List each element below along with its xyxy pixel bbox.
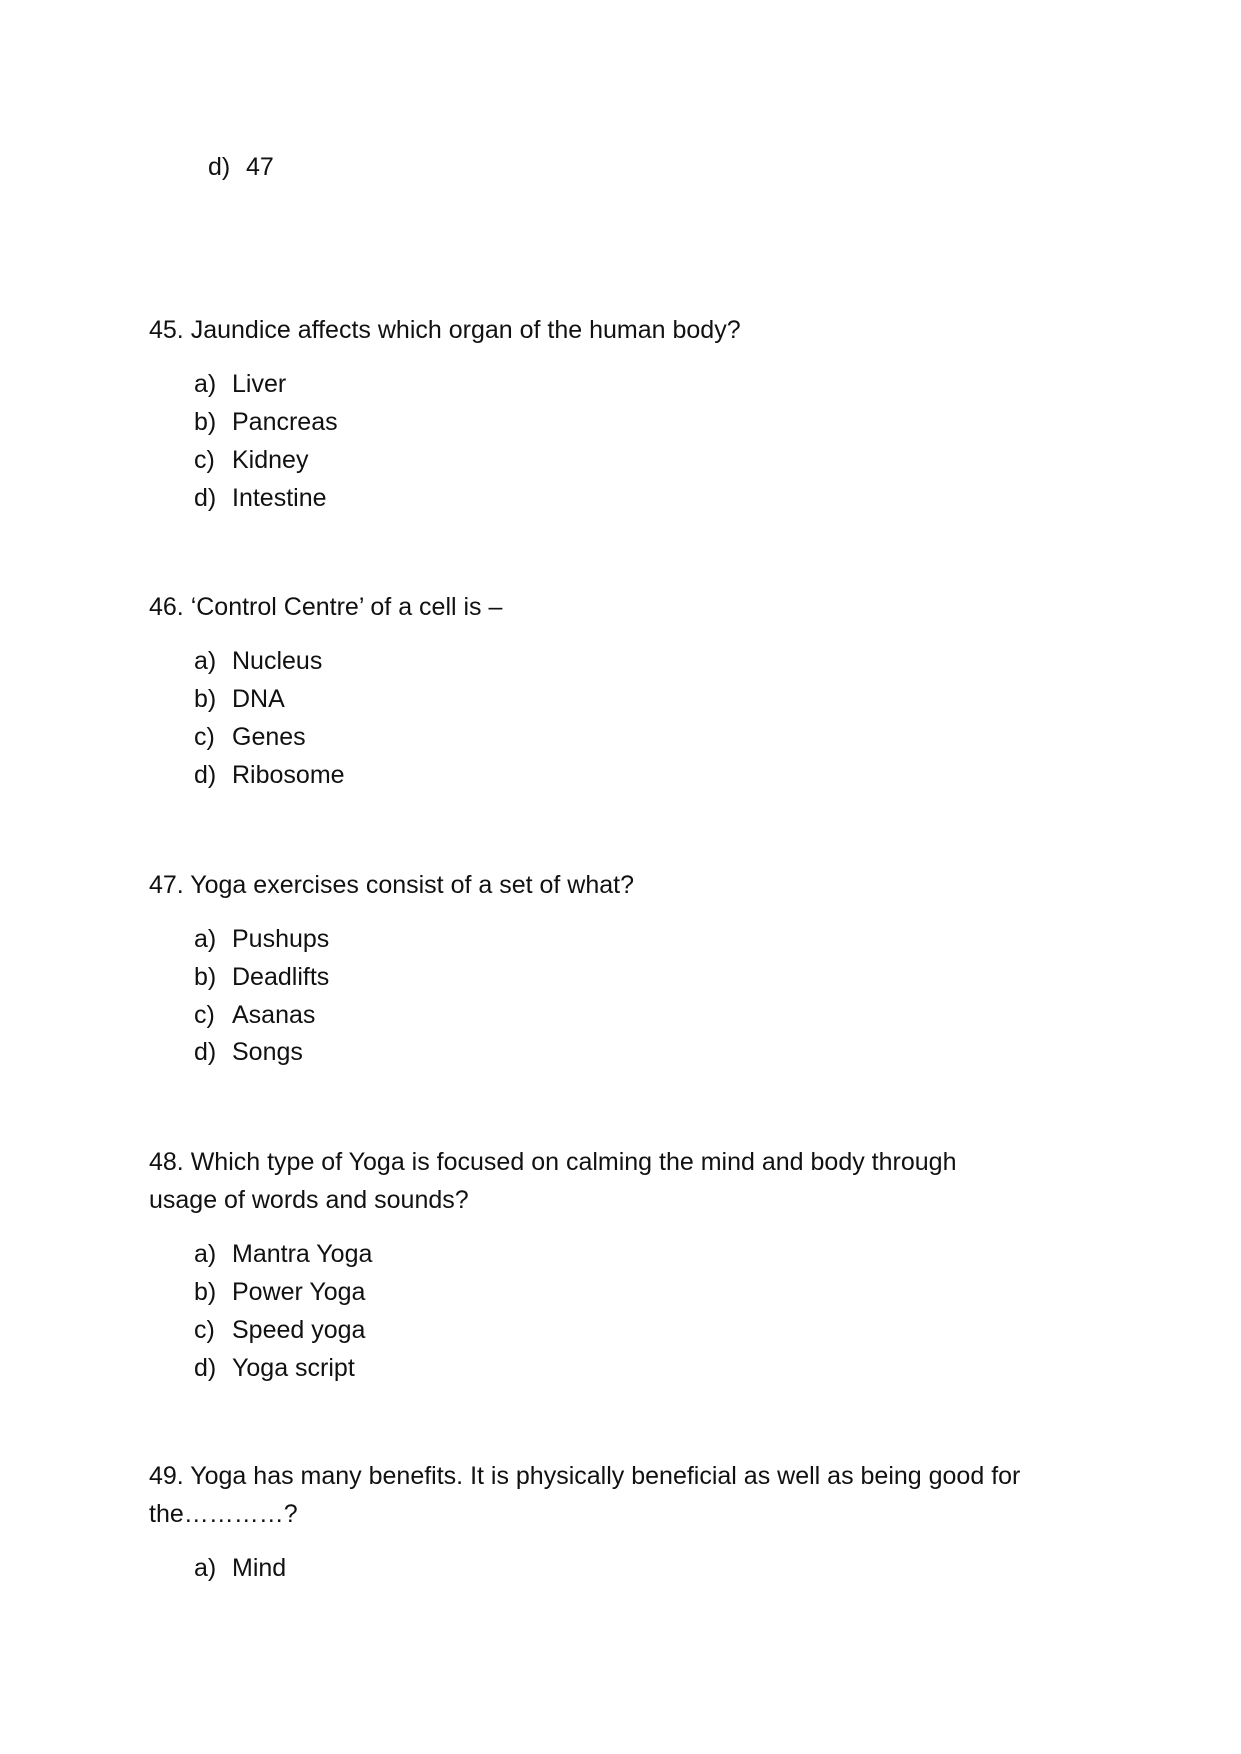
option-letter: a) — [194, 370, 217, 398]
option-letter: c) — [194, 1001, 215, 1029]
option-text: Kidney — [232, 446, 309, 474]
option-47-a — [194, 923, 329, 955]
option-46-d — [194, 759, 345, 791]
option-letter: d) — [194, 1038, 217, 1066]
option-46-b — [194, 683, 285, 715]
option-48-b — [194, 1276, 365, 1308]
question-45: 45. Jaundice affects which organ of the human body? — [149, 316, 741, 344]
option-text: Mantra Yoga — [232, 1240, 373, 1268]
option-text: Mind — [232, 1554, 287, 1582]
option-text: Liver — [232, 370, 287, 398]
option-letter: d) — [194, 761, 217, 789]
option-letter: c) — [194, 1316, 215, 1344]
option-letter: d) — [194, 484, 217, 512]
option-text: Genes — [232, 723, 306, 751]
question-47: 47. Yoga exercises consist of a set of what? — [149, 871, 635, 899]
question-49-line-2: the…………? — [149, 1500, 298, 1528]
question-49-line-1: 49. Yoga has many benefits. It is physically beneficial as well as being good for — [149, 1462, 1021, 1490]
option-48-a — [194, 1238, 372, 1270]
option-letter: a) — [194, 1240, 217, 1268]
option-44-d — [208, 151, 274, 183]
option-text: Power Yoga — [232, 1278, 366, 1306]
option-letter: a) — [194, 925, 217, 953]
option-letter: c) — [194, 446, 215, 474]
option-letter: c) — [194, 723, 215, 751]
option-text: Intestine — [232, 484, 327, 512]
option-47-c — [194, 999, 315, 1031]
option-letter: b) — [194, 963, 217, 991]
option-text: Yoga script — [232, 1354, 355, 1382]
option-text: Pancreas — [232, 408, 338, 436]
option-letter: b) — [194, 685, 217, 713]
option-text: Deadlifts — [232, 963, 330, 991]
option-letter: b) — [194, 1278, 217, 1306]
option-text: Pushups — [232, 925, 330, 953]
option-48-d — [194, 1352, 355, 1384]
option-46-a — [194, 645, 322, 677]
option-45-c — [194, 444, 308, 476]
option-letter: b) — [194, 408, 217, 436]
option-text: 47 — [246, 153, 274, 181]
option-text: Speed yoga — [232, 1316, 366, 1344]
option-text: Nucleus — [232, 647, 323, 675]
option-46-c — [194, 721, 306, 753]
option-49-a — [194, 1552, 286, 1584]
option-47-b — [194, 961, 329, 993]
question-48-line-2: usage of words and sounds? — [149, 1186, 469, 1214]
option-letter: a) — [194, 647, 217, 675]
option-47-d — [194, 1036, 303, 1068]
option-45-d — [194, 482, 327, 514]
option-text: Songs — [232, 1038, 303, 1066]
option-letter: a) — [194, 1554, 217, 1582]
option-text: Ribosome — [232, 761, 345, 789]
option-45-b — [194, 406, 338, 438]
option-45-a — [194, 368, 286, 400]
option-text: DNA — [232, 685, 285, 713]
option-48-c — [194, 1314, 365, 1346]
option-letter: d) — [194, 1354, 217, 1382]
option-text: Asanas — [232, 1001, 316, 1029]
question-46: 46. ‘Control Centre’ of a cell is – — [149, 593, 503, 621]
option-letter: d) — [208, 153, 231, 181]
question-48-line-1: 48. Which type of Yoga is focused on calming the mind and body through — [149, 1148, 957, 1176]
